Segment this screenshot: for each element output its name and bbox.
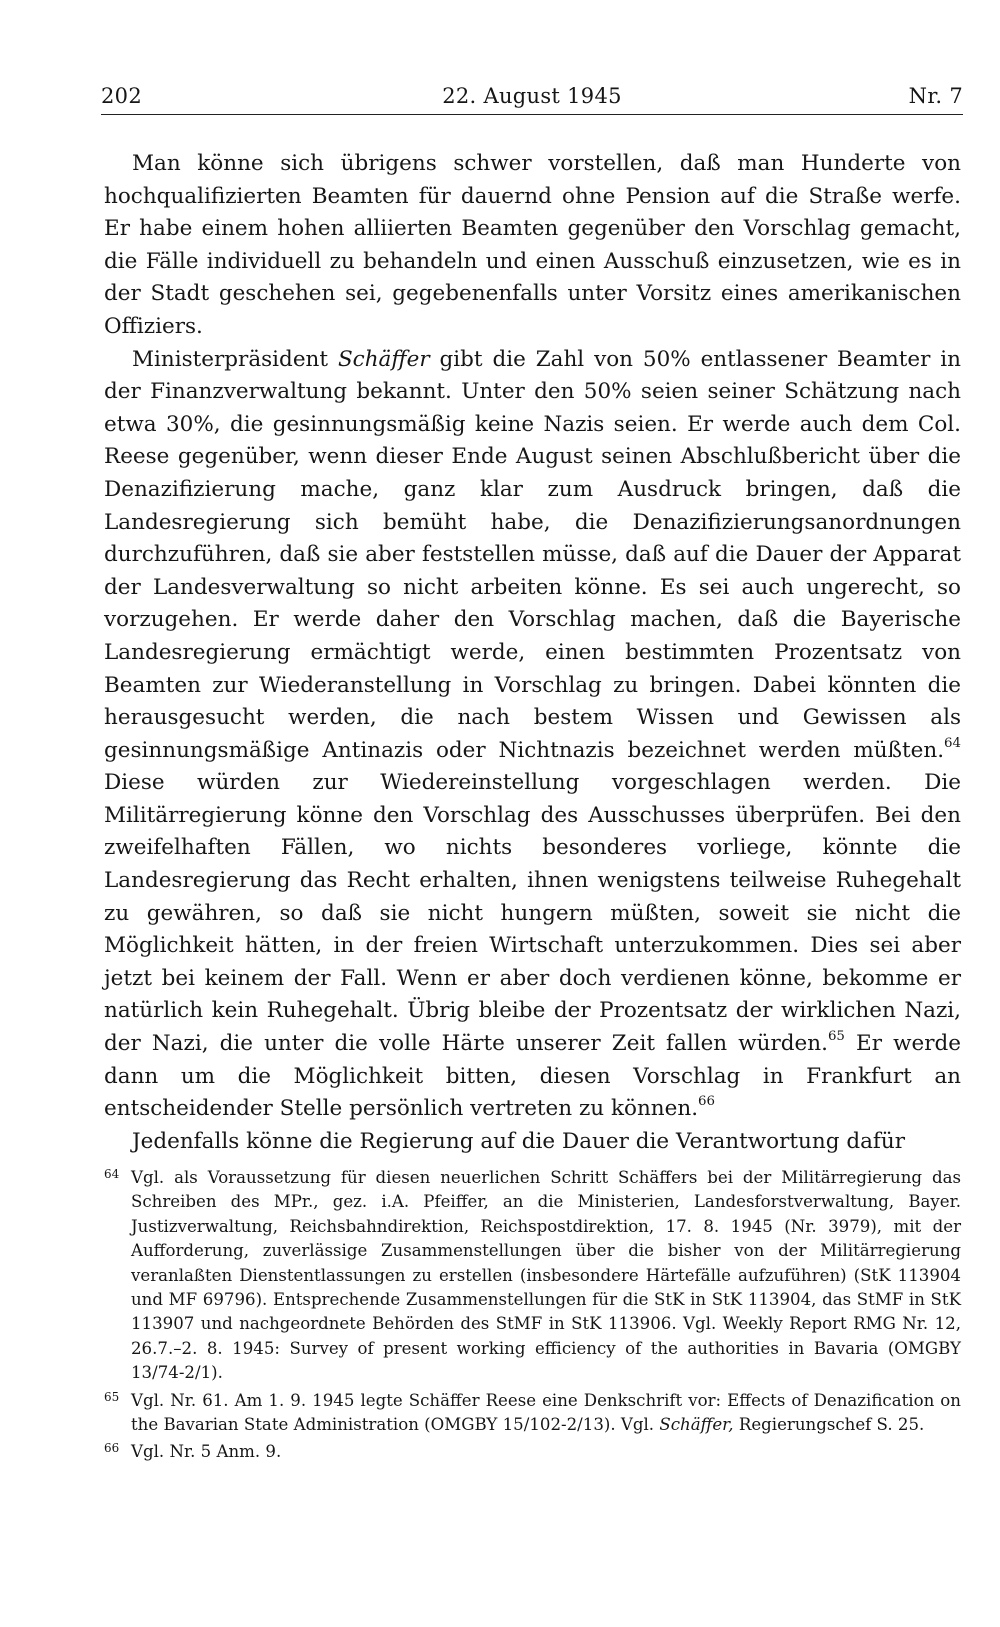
page-number: 202	[101, 84, 142, 108]
footnote-ref-65: 65	[827, 1028, 845, 1044]
footnote-text-64: Vgl. als Voraussetzung für diesen neuerlichen Schritt Schäffers bei der Militärregierung das Schreiben des MPr., gez. i.A. Pfeiffer, an die Ministerien, Landesforstverwaltung, Bayer. Justizverwaltung, Reichsbahndirektion, Reichspostdirektion, 17. 8. 1945 (Nr. 3979), mit der Aufforderung, zuverlässige Zusammenstellungen über die bisher von der Militärregierung veranlaßten Dienstentlassungen zu erstellen (insbesondere Härtefälle aufzuführen) (StK 113904 und MF 69796). Entsprechende Zusammenstellungen für die StK in StK 113904, das StMF in StK 113907 und nachgeordnete Behörden des StMF in StK 113906. Vgl. Weekly Report RMG Nr. 12, 26.7.–2. 8. 1945: Survey of present working efficiency of the authorities in Bavaria (OMGBY 13/74-2/1).	[131, 1168, 961, 1383]
footnote-text-65-b: Regierungschef S. 25.	[733, 1415, 925, 1435]
document-number: Nr. 7	[908, 84, 963, 108]
footnote-author-schaeffer: Schäffer,	[659, 1415, 734, 1435]
paragraph-3: Jedenfalls könne die Regierung auf die Dauer die Verantwortung dafür	[132, 1128, 906, 1154]
footnotes	[104, 1166, 961, 1468]
footnote-number-64: 64	[104, 1167, 120, 1181]
footnote-number-65: 65	[104, 1389, 120, 1404]
paragraph-1: Man könne sich übrigens schwer vorstellen, daß man Hunderte von hochqualifizierten Beamten für dauernd ohne Pension auf die Straße werfe. Er habe einem hohen alliierten Beamten gegenüber den Vorschlag gemacht, die Fälle individuell zu behandeln und einen Ausschuß einzusetzen, wie es in der Stadt geschehen sei, gegebenenfalls unter Vorsitz eines amerikanischen Offiziers.	[104, 151, 961, 339]
footnote-65	[104, 1389, 961, 1438]
paragraph-2-part-a: gibt die Zahl von 50% entlassener Beamter in der Finanzverwaltung bekannt. Unter den 50% seien seiner Schätzung nach etwa 30%, die gesinnungsmäßig keine Nazis seien. Er werde auch dem Col. Reese gegenüber, wenn dieser Ende August seinen Abschlußbericht über die Denazifizierung mache, ganz klar zum Ausdruck bringen, daß die Landesregierung sich bemüht habe, die Denazifizierungsanordnungen durchzuführen, daß sie aber feststellen müsse, daß auf die Dauer der Apparat der Landesverwaltung so nicht arbeiten könne. Es sei auch ungerecht, so vorzugehen. Er werde daher den Vorschlag machen, daß die Bayerische Landesregierung ermächtigt werde, einen bestimmten Prozentsatz von Beamten zur Wiederanstellung in Vorschlag zu bringen. Dabei könnten die herausgesucht werden, die nach bestem Wissen und Gewissen als gesinnungsmäßige Antinazis oder Nichtnazis bezeichnet werden müßten.	[104, 346, 962, 763]
paragraph-2	[104, 344, 961, 1126]
footnote-ref-66: 66	[698, 1094, 716, 1110]
footnote-66	[104, 1440, 961, 1464]
person-name-schaeffer: Schäffer	[337, 346, 430, 372]
paragraph-2-start: Ministerpräsident	[132, 346, 338, 372]
footnote-ref-64: 64	[944, 735, 961, 751]
paragraph-2-part-b: Diese würden zur Wiedereinstellung vorgeschlagen werden. Die Militärregierung könne den Vorschlag des Ausschusses überprüfen. Bei den zweifelhaften Fällen, wo nichts besonderes vorliege, könnte die Landesregierung das Recht erhalten, ihnen wenigstens teilweise Ruhegehalt zu gewähren, so daß sie nicht hungern müßten, soweit sie nicht die Möglichkeit hätten, in der freien Wirtschaft unterzukommen. Dies sei aber jetzt bei keinem der Fall. Wenn er aber doch verdienen könne, bekomme er natürlich kein Ruhegehalt. Übrig bleibe der Prozentsatz der wirklichen Nazi, der Nazi, die unter die volle Härte unserer Zeit fallen würden.	[104, 770, 961, 1057]
running-head-date: 22. August 1945	[442, 84, 622, 108]
paragraph-2-part-c: Er werde dann um die Möglichkeit bitten, diesen Vorschlag in Frankfurt an entscheidender Stelle persönlich vertreten zu können.	[104, 1031, 961, 1122]
header-rule	[101, 114, 963, 115]
footnote-number-66: 66	[104, 1441, 120, 1456]
main-text	[104, 148, 961, 1158]
footnote-text-66: Vgl. Nr. 5 Anm. 9.	[131, 1442, 282, 1462]
footnote-64	[104, 1166, 961, 1386]
footnote-text-65-a: Vgl. Nr. 61. Am 1. 9. 1945 legte Schäffer Reese eine Denkschrift vor: Effects of Denazification on the Bavarian State Administration (OMGBY 15/102-2/13). Vgl.	[131, 1390, 961, 1435]
